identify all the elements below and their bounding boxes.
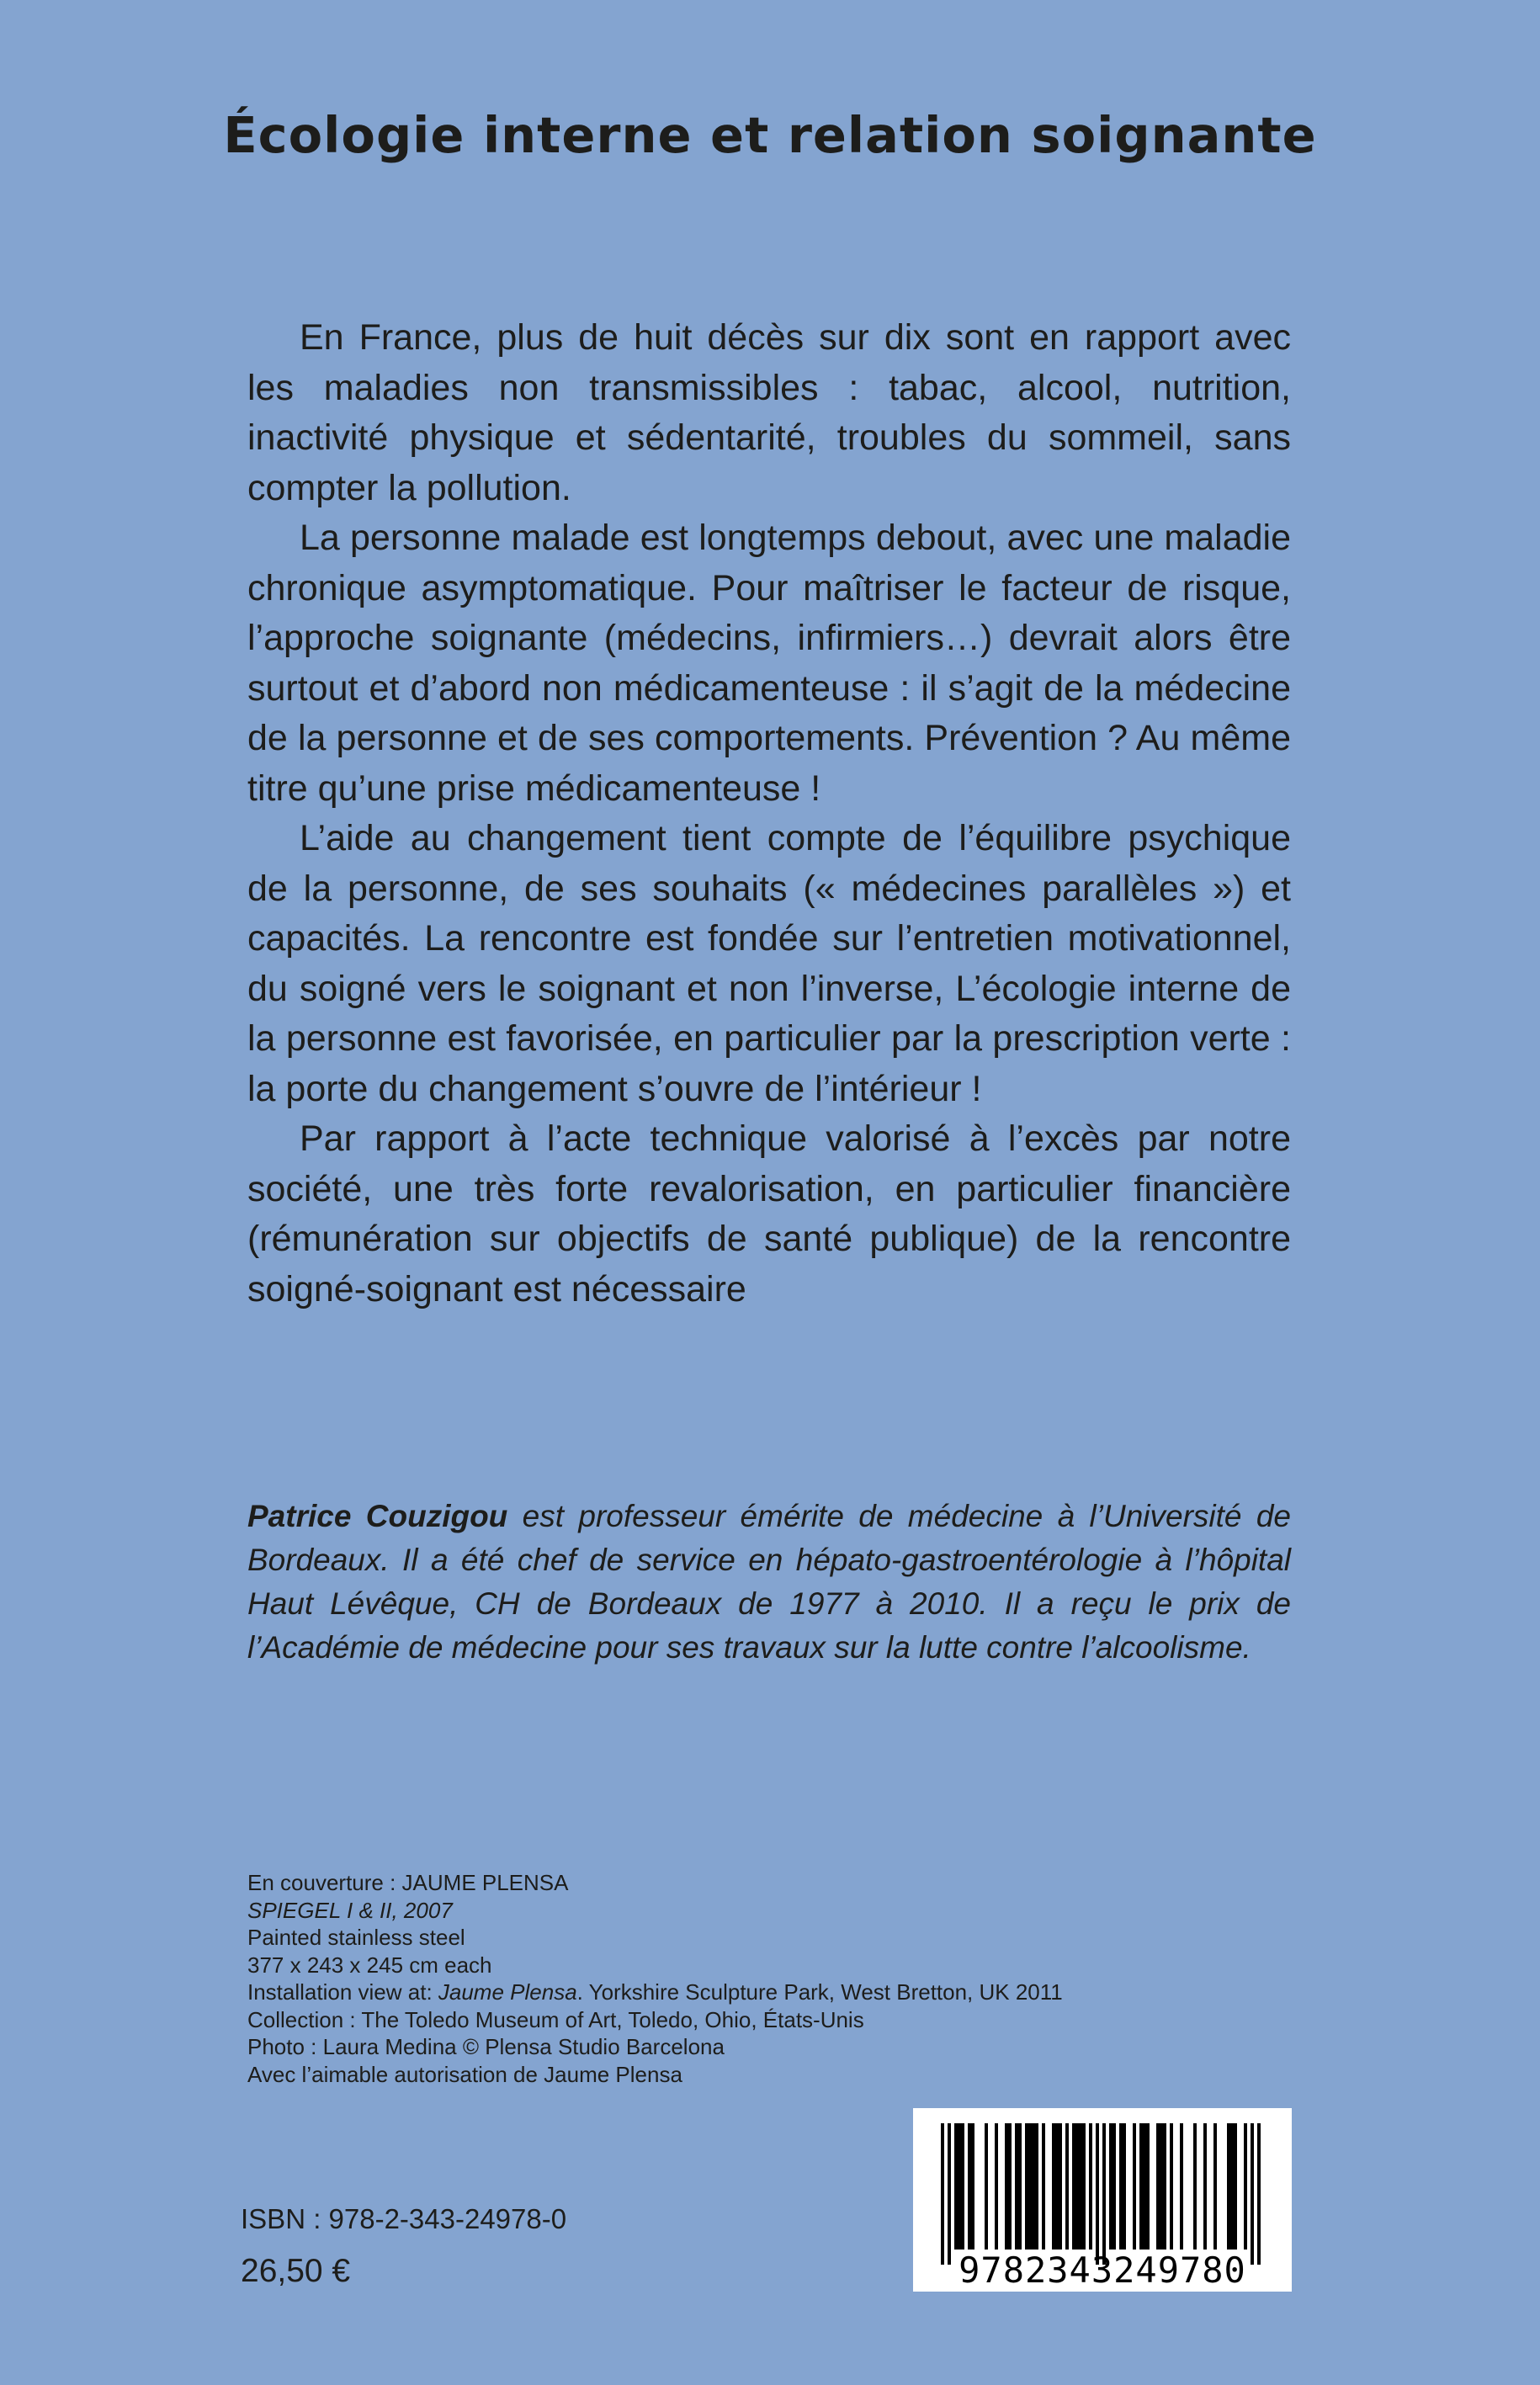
- barcode-bar: [1180, 2123, 1183, 2250]
- credit-installation-place: . Yorkshire Sculpture Park, West Bretton, UK 2011: [576, 1979, 1063, 2005]
- barcode-bar: [1059, 2123, 1062, 2250]
- barcode-bar: [1018, 2123, 1022, 2250]
- author-bio-text: est professeur émérite de médecine à l’Université de Bordeaux. Il a été chef de service en hépato-gastroentérologie à l’hôpital Haut Lévêque, CH de Bordeaux de 1977 à 2010. Il a reçu le prix de l’Académie de médecine pour ses travaux sur la lutte contre l’alcoolisme.: [247, 1499, 1291, 1665]
- barcode-bar: [1139, 2123, 1143, 2250]
- barcode-bar: [1025, 2123, 1028, 2250]
- barcode-bar: [1035, 2123, 1038, 2250]
- barcode-bar: [971, 2123, 974, 2250]
- barcode-bar: [1244, 2123, 1247, 2250]
- barcode: [913, 2108, 1292, 2292]
- barcode-bar: [1065, 2123, 1069, 2250]
- barcode-bar: [1042, 2123, 1045, 2250]
- cover-credits: [247, 1869, 1173, 2088]
- author-bio: [247, 1495, 1291, 1670]
- barcode-bar: [1102, 2123, 1106, 2265]
- credit-dimensions: 377 x 243 x 245 cm each: [247, 1952, 492, 1978]
- author-name: Patrice Couzigou: [247, 1499, 508, 1533]
- barcode-bar: [1079, 2123, 1082, 2250]
- barcode-bar: [1113, 2123, 1116, 2250]
- barcode-bar: [961, 2123, 964, 2250]
- barcode-bar: [958, 2123, 961, 2250]
- isbn-text: ISBN : 978-2-343-24978-0: [241, 2203, 567, 2234]
- barcode-bar: [1109, 2123, 1113, 2250]
- blurb-paragraph-4: Par rapport à l’acte technique valorisé à l’excès par notre société, une très forte revalorisation, en particulier financière (rémunération sur objectifs de santé publique) de la rencontre soigné-soignant est nécessaire: [247, 1118, 1291, 1309]
- barcode-bar: [1119, 2123, 1123, 2250]
- barcode-bar: [1072, 2123, 1075, 2250]
- barcode-bar: [948, 2123, 951, 2265]
- barcode-bar: [1089, 2123, 1092, 2250]
- barcode-bar: [1156, 2123, 1160, 2250]
- barcode-bar: [1170, 2123, 1173, 2250]
- credit-work: SPIEGEL I & II, 2007: [247, 1897, 453, 1923]
- credit-material: Painted stainless steel: [247, 1925, 465, 1950]
- credit-permission: Avec l’aimable autorisation de Jaume Plensa: [247, 2061, 682, 2087]
- credit-installation-label: Installation view at:: [247, 1979, 438, 2005]
- barcode-bar: [1203, 2123, 1207, 2250]
- barcode-bar: [1123, 2123, 1126, 2250]
- barcode-bar: [1015, 2123, 1018, 2250]
- price-text: 26,50 €: [241, 2253, 351, 2289]
- barcode-bar: [1005, 2123, 1008, 2250]
- barcode-bar: [954, 2123, 958, 2250]
- barcode-bar: [1028, 2123, 1032, 2250]
- blurb-paragraph-2: La personne malade est longtemps debout, avec une maladie chronique asymptomatique. Pour maîtriser le facteur de risque, l’approche soignante (médecins, infirmiers…) devrait alors être surtout et d’abord non médicamenteuse : il s’agit de la médecine de la personne et de ses comportements. Prévention ? Au même titre qu’une prise médicamenteuse !: [247, 518, 1291, 809]
- barcode-bar: [1234, 2123, 1237, 2250]
- barcode-digits: 9782343249780: [959, 2250, 1246, 2291]
- credit-installation-artist: Jaume Plensa: [438, 1979, 577, 2005]
- barcode-bar: [1075, 2123, 1079, 2250]
- barcode-bar: [941, 2123, 944, 2265]
- barcode-bar: [985, 2123, 988, 2250]
- barcode-bar: [1133, 2123, 1136, 2250]
- credit-photo: Photo : Laura Medina © Plensa Studio Barcelona: [247, 2034, 725, 2059]
- barcode-bar: [1008, 2123, 1012, 2250]
- barcode-bar: [968, 2123, 971, 2250]
- barcode-bar: [1230, 2123, 1234, 2250]
- barcode-bar: [1193, 2123, 1197, 2250]
- barcode-bar: [1227, 2123, 1230, 2250]
- barcode-bar: [1096, 2123, 1099, 2265]
- credit-cover: En couverture : JAUME PLENSA: [247, 1870, 569, 1895]
- credit-installation: [247, 1979, 1173, 2006]
- back-cover-blurb: [247, 313, 1291, 1315]
- barcode-bar: [1160, 2123, 1163, 2250]
- blurb-paragraph-1: En France, plus de huit décès sur dix sont en rapport avec les maladies non transmissibles : tabac, alcool, nutrition, inactivité physique et sédentarité, troubles du sommeil, sans compter la pollution.: [247, 317, 1291, 508]
- barcode-bar: [1082, 2123, 1086, 2250]
- credit-collection: Collection : The Toledo Museum of Art, Toledo, Ohio, États-Unis: [247, 2006, 864, 2032]
- book-title: Écologie interne et relation soignante: [223, 106, 1317, 164]
- barcode-bar: [1251, 2123, 1254, 2265]
- barcode-bar: [1163, 2123, 1166, 2250]
- barcode-bar: [1055, 2123, 1059, 2250]
- barcode-bar: [1143, 2123, 1146, 2250]
- barcode-bar: [1213, 2123, 1217, 2250]
- barcode-bar: [1257, 2123, 1261, 2265]
- barcode-bar: [995, 2123, 998, 2250]
- blurb-paragraph-3: L’aide au changement tient compte de l’équilibre psychique de la personne, de ses souhaits (« médecines parallèles ») et capacités. La rencontre est fondée sur l’entretien motivationnel, du soigné vers le soignant et non l’inverse, L’écologie interne de la personne est favorisée, en particulier par la prescription verte : la porte du changement s’ouvre de l’intérieur !: [247, 818, 1291, 1109]
- barcode-bar: [1052, 2123, 1055, 2250]
- barcode-bar: [1032, 2123, 1035, 2250]
- barcode-bar: [1146, 2123, 1150, 2250]
